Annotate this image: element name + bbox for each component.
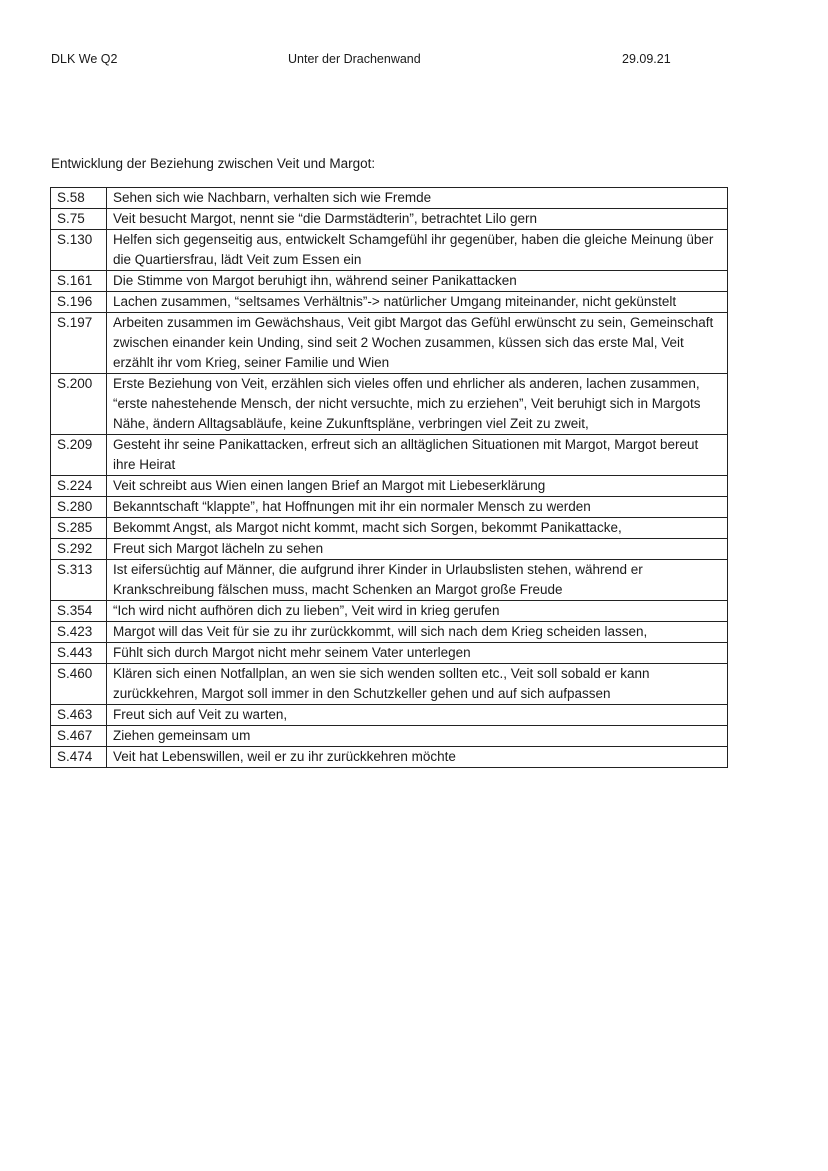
page-reference: S.280 <box>51 497 107 518</box>
page-reference: S.197 <box>51 313 107 374</box>
table-row <box>51 560 728 601</box>
page-reference: S.209 <box>51 435 107 476</box>
table-row <box>51 188 728 209</box>
entry-description: Margot will das Veit für sie zu ihr zurückkommt, will sich nach dem Krieg scheiden lassen, <box>107 622 728 643</box>
page-reference: S.58 <box>51 188 107 209</box>
header-course: DLK We Q2 <box>51 52 118 66</box>
table-row <box>51 292 728 313</box>
table-row <box>51 601 728 622</box>
entry-description: Ziehen gemeinsam um <box>107 726 728 747</box>
page-reference: S.423 <box>51 622 107 643</box>
page-reference: S.75 <box>51 209 107 230</box>
table-row <box>51 497 728 518</box>
page-reference: S.224 <box>51 476 107 497</box>
table-row <box>51 209 728 230</box>
entry-description: Bekommt Angst, als Margot nicht kommt, macht sich Sorgen, bekommt Panikattacke, <box>107 518 728 539</box>
page-reference: S.467 <box>51 726 107 747</box>
entry-description: Freut sich auf Veit zu warten, <box>107 705 728 726</box>
page-reference: S.463 <box>51 705 107 726</box>
page-reference: S.443 <box>51 643 107 664</box>
entry-description: Lachen zusammen, “seltsames Verhältnis”-> natürlicher Umgang miteinander, nicht gekünstelt <box>107 292 728 313</box>
entry-description: Gesteht ihr seine Panikattacken, erfreut sich an alltäglichen Situationen mit Margot, Margot bereut ihre Heirat <box>107 435 728 476</box>
document-heading: Entwicklung der Beziehung zwischen Veit und Margot: <box>51 156 376 171</box>
entry-description: Die Stimme von Margot beruhigt ihn, während seiner Panikattacken <box>107 271 728 292</box>
table-body <box>51 188 728 768</box>
entry-description: Fühlt sich durch Margot nicht mehr seinem Vater unterlegen <box>107 643 728 664</box>
table-row <box>51 664 728 705</box>
table-row <box>51 435 728 476</box>
entry-description: “Ich wird nicht aufhören dich zu lieben”, Veit wird in krieg gerufen <box>107 601 728 622</box>
entry-description: Erste Beziehung von Veit, erzählen sich vieles offen und ehrlicher als anderen, lachen zusammen, “erste nahestehende Mensch, der nicht versuchte, mich zu erziehen”, Veit beruhigt sich in Margots Nähe, ändern Alltagsabläufe, keine Zukunftspläne, verbringen viel Zeit zu zweit, <box>107 374 728 435</box>
page-header <box>51 52 731 70</box>
table-row <box>51 230 728 271</box>
table-row <box>51 374 728 435</box>
entry-description: Ist eifersüchtig auf Männer, die aufgrund ihrer Kinder in Urlaubslisten stehen, während er Krankschreibung fälschen muss, macht Schenken an Margot große Freude <box>107 560 728 601</box>
entry-description: Veit schreibt aus Wien einen langen Brief an Margot mit Liebeserklärung <box>107 476 728 497</box>
table-row <box>51 643 728 664</box>
page-reference: S.200 <box>51 374 107 435</box>
entry-description: Bekanntschaft “klappte”, hat Hoffnungen mit ihr ein normaler Mensch zu werden <box>107 497 728 518</box>
table-row <box>51 747 728 768</box>
page-reference: S.196 <box>51 292 107 313</box>
entry-description: Helfen sich gegenseitig aus, entwickelt Schamgefühl ihr gegenüber, haben die gleiche Meinung über die Quartiersfrau, lädt Veit zum Essen ein <box>107 230 728 271</box>
page-reference: S.292 <box>51 539 107 560</box>
entry-description: Arbeiten zusammen im Gewächshaus, Veit gibt Margot das Gefühl erwünscht zu sein, Gemeinschaft zwischen einander kein Unding, sind seit 2 Wochen zusammen, küssen sich das erste Mal, Veit erzählt ihr vom Krieg, seiner Familie und Wien <box>107 313 728 374</box>
page-reference: S.474 <box>51 747 107 768</box>
relationship-table <box>50 187 728 768</box>
page-reference: S.130 <box>51 230 107 271</box>
entry-description: Sehen sich wie Nachbarn, verhalten sich wie Fremde <box>107 188 728 209</box>
entry-description: Freut sich Margot lächeln zu sehen <box>107 539 728 560</box>
entry-description: Veit besucht Margot, nennt sie “die Darmstädterin”, betrachtet Lilo gern <box>107 209 728 230</box>
header-title: Unter der Drachenwand <box>288 52 421 66</box>
table-row <box>51 271 728 292</box>
page-reference: S.460 <box>51 664 107 705</box>
table-row <box>51 476 728 497</box>
table-row <box>51 726 728 747</box>
table-row <box>51 518 728 539</box>
header-date: 29.09.21 <box>622 52 671 66</box>
page-reference: S.285 <box>51 518 107 539</box>
page-reference: S.161 <box>51 271 107 292</box>
entry-description: Veit hat Lebenswillen, weil er zu ihr zurückkehren möchte <box>107 747 728 768</box>
page-reference: S.313 <box>51 560 107 601</box>
entry-description: Klären sich einen Notfallplan, an wen sie sich wenden sollten etc., Veit soll sobald er kann zurückkehren, Margot soll immer in den Schutzkeller gehen und auf sich aufpassen <box>107 664 728 705</box>
page-reference: S.354 <box>51 601 107 622</box>
table-row <box>51 539 728 560</box>
table-row <box>51 705 728 726</box>
table-row <box>51 313 728 374</box>
table-row <box>51 622 728 643</box>
